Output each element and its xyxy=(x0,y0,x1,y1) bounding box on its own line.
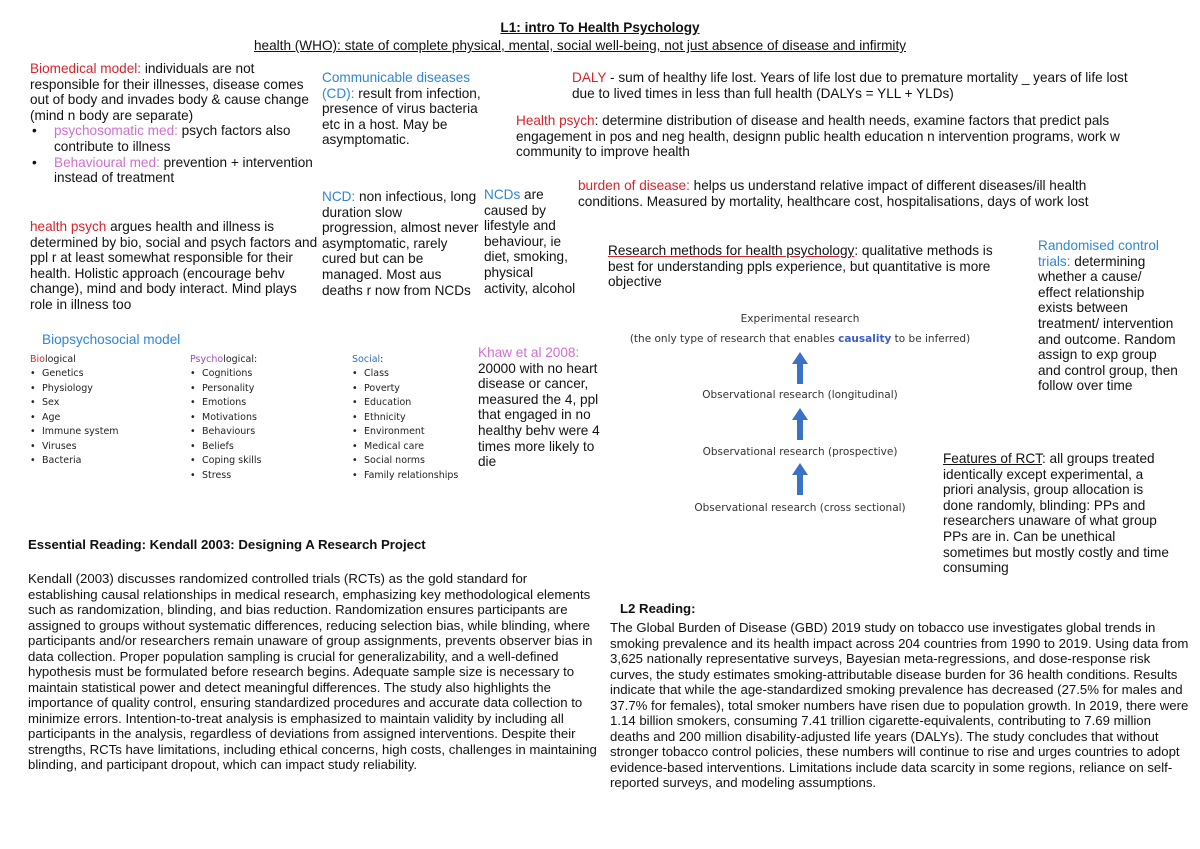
research-methods xyxy=(608,243,1020,290)
list-item: • Ethnicity xyxy=(352,411,462,426)
list-item: • Sex xyxy=(30,396,180,411)
behavioural-text: prevention + intervention instead of treatment xyxy=(54,154,313,186)
social-head-rest: : xyxy=(380,354,384,365)
list-item: • Family relationships xyxy=(352,469,462,484)
essential-reading-body: Kendall (2003) discusses randomized controlled trials (RCTs) as the gold standard for establishing causal relationships in medical research, emphasizing key methodological elements such as randomization, blinding, and bias reduction. Randomization ensures participants are assigned to groups without systematic differences, reducing selection bias, while blinding, where participants and/or researchers remain unaware of group assignments, prevents observer bias in data collection. Proper population sampling is crucial for generalizability, and a well-defined hypothesis must be formulated before research begins. Adequate sample size is necessary to maintain statistical power and detect meaningful differences. The study also highlights the importance of quality control, ensuring standardized procedures and accurate data collection to minimize errors. Intention-to-treat analysis is emphasized to maintain validity by including all participants in the analysis, regardless of deviations from assigned interventions. Despite their strengths, RCTs have limitations, including ethical concerns, high costs, challenges in maintaining blinding, and participant dropout, which can impact study reliability. xyxy=(28,571,597,772)
rct-features-text: : all groups treated identically except experimental, a priori analysis, group allocation is done randomly, blinding: PPs and researchers unaware of what group PPs are in. Can be unethical sometimes but mostly costly and time consuming xyxy=(943,451,1169,576)
list-item: • Emotions xyxy=(190,396,340,411)
health-psych-text: argues health and illness is determined by bio, social and psych factors and ppl r at least somewhat responsible for their health. Holistic approach (encourage behv change), mind and body interact. Mind plays role in illness too xyxy=(30,219,318,312)
hierarchy-top-note xyxy=(600,333,1000,345)
khaw-text: 20000 with no heart disease or cancer, measured the 4, ppl that engaged in no healthy behv were 4 times more likely to die xyxy=(478,360,600,470)
psychosomatic-term: psychosomatic med: xyxy=(54,123,178,139)
list-item: • Coping skills xyxy=(190,454,340,469)
list-item: • Genetics xyxy=(30,367,180,382)
social-head-bold: Social xyxy=(352,354,381,365)
daly-term: DALY xyxy=(572,70,607,85)
hierarchy-level-prospective: Observational research (prospective) xyxy=(702,446,898,458)
biomedical-model-block xyxy=(30,61,315,186)
khaw-block xyxy=(478,345,610,470)
daly-block xyxy=(572,70,1140,101)
list-item: • Poverty xyxy=(352,382,462,397)
ncds-caused-block xyxy=(484,187,576,296)
health-psych-def-text: : determine distribution of disease and health needs, examine factors that predict pals engagement in pos and neg health, designn public health education n intervention programs, work w community to improve health xyxy=(516,113,1120,160)
top-note-pre: (the only type of research that enables xyxy=(629,333,839,345)
l2-reading-heading: L2 Reading: xyxy=(620,601,696,616)
communicable-term: Communicable diseases (CD): xyxy=(322,70,471,101)
rct-features xyxy=(943,451,1175,576)
burden-term: burden of disease: xyxy=(578,178,690,193)
ncds-text: are caused by lifestyle and behaviour, ie diet, smoking, physical activity, alcohol xyxy=(484,187,576,296)
biomedical-term: Biomedical model: xyxy=(30,61,142,76)
hierarchy-level-cross-sectional: Observational research (cross sectional) xyxy=(694,502,906,514)
list-item: • Immune system xyxy=(30,425,180,440)
list-item: • Personality xyxy=(190,382,340,397)
who-definition: health (WHO): state of complete physical, mental, social well-being, not just absence of disease and infirmity xyxy=(253,38,907,53)
up-arrow-icon xyxy=(792,408,808,440)
health-psych-term: health psych xyxy=(30,219,107,234)
rct-text: determining whether a cause/ effect relationship exists between treatment/ intervention and outcome. Random assign to exp group and control group, then follow over time xyxy=(1038,253,1178,394)
communicable-diseases xyxy=(322,70,484,148)
ncd-text: non infectious, long duration slow progression, almost never asymptomatic, rarely cured but can be managed. Most aus deaths r now from NCDs xyxy=(322,189,479,298)
bio-head-bold: Bio xyxy=(30,354,45,365)
psycho-list xyxy=(190,367,340,483)
ncd-block xyxy=(322,189,480,298)
behavioural-term: Behavioural med: xyxy=(54,154,160,170)
essential-reading-heading: Essential Reading: Kendall 2003: Designing A Research Project xyxy=(28,537,426,552)
top-note-post: to be inferred) xyxy=(891,333,971,345)
up-arrow-icon xyxy=(792,352,808,384)
rct-block xyxy=(1038,238,1178,394)
rct-term: Randomised control trials: xyxy=(1038,238,1159,269)
ncds-term: NCDs xyxy=(484,187,521,202)
research-methods-text: : qualitative methods is best for understanding ppls experience, but quantitative is more objective xyxy=(608,243,993,290)
health-psych-argues xyxy=(30,219,318,313)
burden-text: helps us understand relative impact of different diseases/ill health conditions. Measured by mortality, healthcare cost, hospitalisations, days of work lost xyxy=(578,178,1089,209)
bio-column xyxy=(30,354,180,469)
communicable-text: result from infection, presence of virus bacteria etc in a host. May be asymptomatic. xyxy=(322,85,481,148)
list-item: • Behaviours xyxy=(190,425,340,440)
list-item: • Physiology xyxy=(30,382,180,397)
list-item: • Motivations xyxy=(190,411,340,426)
hierarchy-top-label: Experimental research xyxy=(740,313,860,325)
page-title: L1: intro To Health Psychology xyxy=(500,20,700,35)
list-item: • Viruses xyxy=(30,440,180,455)
khaw-term: Khaw et al 2008: xyxy=(478,345,580,360)
list-item: • Bacteria xyxy=(30,454,180,469)
psycho-head-bold: Psycho xyxy=(190,354,224,365)
l2-reading-body: The Global Burden of Disease (GBD) 2019 study on tobacco use investigates global trends in smoking prevalence and its health impact across 204 countries from 1990 to 2019. Using data from 3,625 nationally representative surveys, Bayesian meta-regressions, and dose-response risk curves, the study estimates smoking-attributable disease burden for 36 health conditions. Results indicate that while the age-standardized smoking prevalence has decreased (27.5% for males and 37.7% for females), total smoker numbers have risen due to population growth. In 2019, there were 1.14 billion smokers, consuming 7.41 trillion cigarette-equivalents, contributing to 7.69 million deaths and 200 million disability-adjusted life years (DALYs). The study concludes that without stronger tobacco control policies, these numbers will continue to rise and urges countries to adopt evidence-based interventions. Limitations include data scarcity in some regions, reliance on self-reported surveys, and modeling assumptions. xyxy=(610,620,1189,790)
list-item: • Environment xyxy=(352,425,462,440)
hierarchy-level-longitudinal: Observational research (longitudinal) xyxy=(702,389,898,401)
list-item: • Beliefs xyxy=(190,440,340,455)
bullet-behavioural xyxy=(54,155,315,186)
bullet-psychosomatic xyxy=(54,123,315,154)
psycho-column xyxy=(190,354,340,483)
health-psych-def-term: Health psych xyxy=(516,113,595,128)
social-list xyxy=(352,367,462,483)
list-item: • Stress xyxy=(190,469,340,484)
list-item: • Cognitions xyxy=(190,367,340,382)
list-item: • Class xyxy=(352,367,462,382)
burden-of-disease xyxy=(578,178,1150,209)
psycho-head-rest: logical: xyxy=(223,354,258,365)
hierarchy-arrows xyxy=(788,350,812,500)
causality-word: causality xyxy=(838,333,892,345)
health-psych-definition xyxy=(516,113,1156,160)
list-item: • Social norms xyxy=(352,454,462,469)
list-item: • Age xyxy=(30,411,180,426)
ncd-term: NCD: xyxy=(322,189,356,204)
research-methods-term: Research methods for health psychology xyxy=(608,243,855,258)
social-column xyxy=(352,354,462,483)
rct-features-term: Features of RCT xyxy=(943,451,1042,466)
bio-list xyxy=(30,367,180,469)
list-item: • Education xyxy=(352,396,462,411)
bio-head-rest: logical xyxy=(44,354,76,365)
psychosomatic-text: psych factors also contribute to illness xyxy=(54,123,291,154)
biomedical-text: individuals are not responsible for their illnesses, disease comes out of body and invades body & cause change (mind n body are separate) xyxy=(30,61,309,123)
daly-text: - sum of healthy life lost. Years of life lost due to premature mortality _ years of life lost due to lived times in less than full health (DALYs = YLL + YLDs) xyxy=(572,70,1128,101)
biopsychosocial-title: Biopsychosocial model xyxy=(42,332,181,347)
up-arrow-icon xyxy=(792,463,808,495)
list-item: • Medical care xyxy=(352,440,462,455)
